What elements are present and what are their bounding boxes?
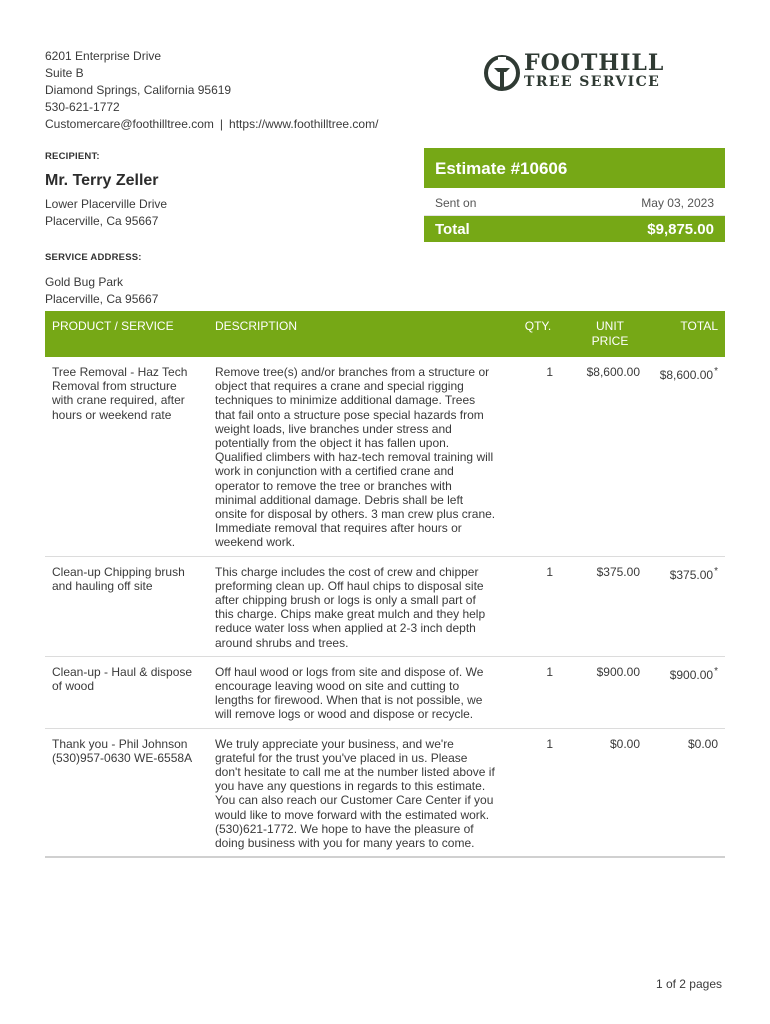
sent-on-date: May 03, 2023 [641,195,714,210]
row-product: Tree Removal - Haz Tech Removal from structure with crane required, after hours or weekend rate [45,357,208,556]
row-description: We truly appreciate your business, and we're grateful for the trust you've placed in us. Please don't hesitate to call me at the number listed above if you have any questions in regards to this estimate. You can also reach our Customer Care Center if you would like to move forward with the estimated work. (530)621-1772. We hope to have the pleasure of doing business with you for many years to come. [208,728,503,857]
taxable-mark: * [714,665,718,677]
row-unit-price: $900.00 [573,656,647,728]
recipient-address [45,196,167,230]
page-count: 1 of 2 pages [655,977,722,991]
row-unit-price: $8,600.00 [573,357,647,556]
estimate-total-label: Total [435,220,470,238]
header-total: TOTAL [647,311,725,357]
taxable-mark: * [714,366,718,377]
estimate-summary [424,148,725,242]
table-row [45,556,725,656]
row-qty: 1 [503,357,573,556]
company-email-link[interactable]: Customercare@foothilltree.com [45,117,214,131]
header-unit-price: UNIT PRICE [573,311,647,357]
estimate-total-value: $9,875.00 [647,220,714,238]
company-email-website-line [45,116,378,133]
company-city-state-zip: Diamond Springs, California 95619 [45,83,232,97]
company-phone: 530-621-1772 [45,100,120,114]
service-address-line1: Gold Bug Park [45,275,124,289]
sent-on-label: Sent on [435,195,477,210]
service-address-line2: Placerville, Ca 95667 [45,292,159,306]
row-product: Thank you - Phil Johnson (530)957-0630 WE-6558A [45,728,208,857]
table-header-row [45,311,725,357]
table-row [45,357,725,556]
company-address-line2: Suite B [45,66,84,80]
header-product-service: PRODUCT / SERVICE [45,311,208,357]
estimate-total-row [424,216,725,242]
company-address-line1: 6201 Enterprise Drive [45,49,162,63]
recipient-label: RECIPIENT: [45,151,100,162]
row-total-value: $900.00 [669,667,714,682]
row-total [647,656,725,728]
row-product: Clean-up Chipping brush and hauling off site [45,556,208,656]
row-description: Remove tree(s) and/or branches from a structure or object that requires a crane and special rigging techniques to minimize additional damage. Trees that fail onto a structure pose special hazards from weight loads, live branches under stress and potentially from the object it has fallen upon. Qualified climbers with haz-tech removal training will work in conjunction with a certified crane and operator to remove the tree or branches with minimal additional damage. Debris shall be left onsite for disposal by others. 3 man crew plus crane. Immediate removal that requires after hours or weekend work. [208,357,503,556]
row-unit-price: $0.00 [573,728,647,857]
separator: | [219,117,224,131]
header-description: DESCRIPTION [208,311,503,357]
row-total-value: $375.00 [669,567,714,582]
row-total-value: $8,600.00 [659,368,714,382]
row-total [647,556,725,656]
recipient-address-line2: Placerville, Ca 95667 [45,214,159,228]
service-address-label: SERVICE ADDRESS: [45,252,142,263]
row-description: Off haul wood or logs from site and dispose of. We encourage leaving wood on site and cutting to lengths for firewood. When that is not possible, we will remove logs or wood and dispose or recycle. [208,656,503,728]
recipient-name: Mr. Terry Zeller [45,172,159,189]
company-contact [45,48,378,133]
company-website-link[interactable]: https://www.foothilltree.com/ [229,117,379,131]
service-address [45,274,158,308]
tree-emblem-icon [484,54,520,92]
row-total [647,357,725,556]
company-logo [484,52,724,94]
estimate-title: Estimate #10606 [424,148,725,188]
row-qty: 1 [503,556,573,656]
row-total-value: $0.00 [687,736,718,751]
logo-wordmark-bottom: TREE SERVICE [524,74,661,90]
row-qty: 1 [503,728,573,857]
taxable-mark: * [714,565,718,577]
line-items-table [45,311,725,858]
recipient-address-line1: Lower Placerville Drive [45,197,168,211]
estimate-sent-row [424,188,725,216]
row-qty: 1 [503,656,573,728]
table-row [45,656,725,728]
row-unit-price: $375.00 [573,556,647,656]
row-description: This charge includes the cost of crew and chipper preforming clean up. Off haul chips to disposal site after chipping brush or logs is only a small part of this charge. Chips make great mulch and they help reduce water loss when applied at 2-3 inch depth around shrubs and trees. [208,556,503,656]
row-product: Clean-up - Haul & dispose of wood [45,656,208,728]
table-row [45,728,725,857]
row-total [647,728,725,857]
header-qty: QTY. [503,311,573,357]
logo-wordmark-top: FOOTHILL [524,50,665,76]
